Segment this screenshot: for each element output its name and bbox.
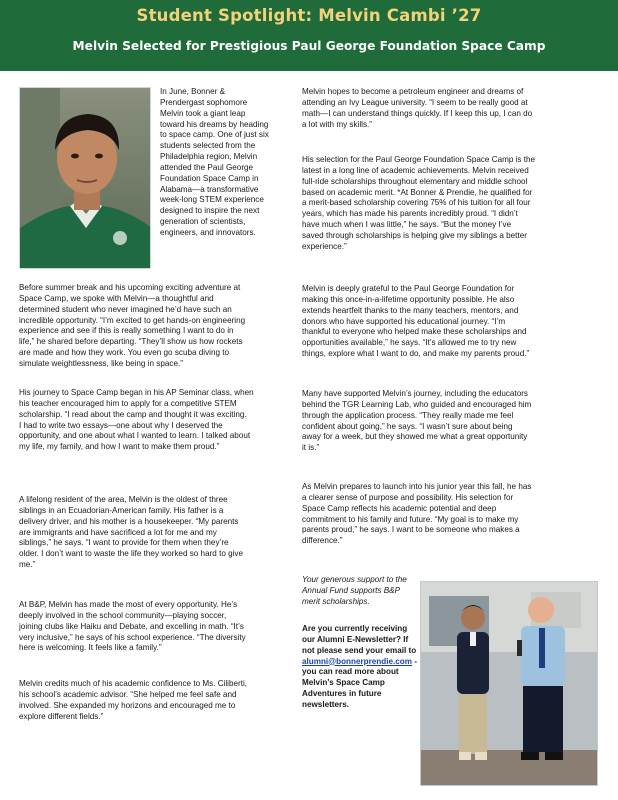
melvin-with-speaker-photo (420, 581, 598, 786)
text-line: you can read more about (302, 667, 399, 677)
header-banner (0, 0, 618, 71)
text-line: are immigrants and have sacrificed a lot for me and my (19, 527, 217, 537)
text-line: merit scholarships. (302, 596, 370, 606)
text-line: thankful to everyone who helped make these scholarships and (302, 327, 527, 337)
text-line: involved. She expanded my horizons and encouraged me to (19, 700, 236, 710)
email-line (302, 657, 420, 668)
text-line: away for a week, but they showed me what a great opportunity (302, 432, 528, 442)
intro-line: week-long STEM experience (160, 195, 264, 205)
text-line: making this once-in-a-lifetime opportunity possible. He also (302, 294, 515, 304)
intro-line: generation of scientists, (160, 217, 246, 227)
intro-line: Melvin took a giant leap (160, 108, 246, 118)
text-line: determined student who never imagined he’d have such an (19, 304, 232, 314)
text-line: behind the TGR Learning Lab, who guided and encouraged him (302, 399, 532, 409)
left-paragraph-5 (19, 679, 294, 722)
text-line: His journey to Space Camp began in his AP Seminar class, when (19, 388, 254, 397)
intro-line: engineers, and innovators. (160, 227, 256, 237)
text-line: here is welcoming. It feels like a family.” (19, 643, 162, 653)
text-line: based on academic merit. *At Bonner & Prendie, he qualified for (302, 187, 533, 197)
alumni-email-link[interactable]: alumni@bonnerprendie.com (302, 656, 412, 666)
support-note (302, 575, 417, 608)
text-line: Adventures in future (302, 689, 382, 699)
text-line: are made and how they work. You even go scuba diving to (19, 348, 230, 358)
text-line: attending an Ivy League university. “I seem to be really good at (302, 97, 528, 107)
text-line: years, which has made his parents incredibly proud. “I didn’t (302, 209, 518, 219)
newsletter-callout (302, 624, 420, 711)
text-line: me.” (19, 560, 36, 570)
text-line: experience.” (302, 241, 347, 251)
intro-line: designed to inspire the next (160, 206, 260, 216)
text-line: scholarship. “I read about the camp and thought it was exciting. (19, 409, 247, 419)
melvin-portrait-photo (19, 87, 151, 269)
left-paragraph-1 (19, 283, 294, 370)
text-line: At B&P, Melvin has made the most of every opportunity. He’s (19, 600, 238, 609)
left-paragraph-4 (19, 600, 294, 654)
text-line: Melvin is deeply grateful to the Paul George Foundation for (302, 284, 515, 293)
text-line: life,” he shared before departing. “They’ll show us how rockets (19, 337, 243, 347)
left-paragraph-3 (19, 495, 294, 571)
text-line: Before summer break and his upcoming exciting adventure at (19, 283, 241, 292)
intro-line: attended the Paul George (160, 162, 254, 172)
text-line: Space Camp, we spoke with Melvin—a thoughtful and (19, 293, 214, 303)
text-line: confident about going,” he says. “I wasn’t sure about being (302, 421, 513, 431)
text-line: donors who have supported his educational journey. “I’m (302, 316, 506, 326)
text-line: full-ride scholarships throughout elementary and middle school (302, 176, 528, 186)
left-paragraph-2 (19, 388, 294, 453)
text-line: a clearer sense of purpose and possibility. His selection for (302, 492, 514, 502)
text-line: saved through scholarships is helping give my siblings a better (302, 230, 527, 240)
text-line: his teacher encouraged him to apply for a competitive STEM (19, 398, 237, 408)
text-line: have much when I was little,” he says. “But the money I’ve (302, 220, 512, 230)
text-line: Many have supported Melvin’s journey, including the educators (302, 389, 528, 398)
text-line: incredible opportunity. “I’m excited to get hands-on engineering (19, 315, 246, 325)
text-line: older. I don’t want to waste the life they worked so hard to give (19, 549, 244, 559)
text-line: Are you currently receiving (302, 624, 408, 633)
text-line: siblings in an Ecuadorian-American family. His father is a (19, 505, 224, 515)
intro-line: Prendergast sophomore (160, 97, 248, 107)
text-line: siblings,” he says. “I want to provide for them when they’re (19, 538, 229, 548)
right-paragraph-4 (302, 389, 598, 454)
text-line: I had to write two essays—one about why I deserved the (19, 420, 223, 430)
text-line: a lot with my skills.” (302, 119, 372, 129)
text-line: very inclusive,” he says of his school experience. “The diversity (19, 632, 246, 642)
text-line: not please send your email to (302, 645, 417, 655)
text-line: As Melvin prepares to launch into his junior year this fall, he has (302, 482, 532, 491)
text-line: Space Camp reflects his academic potential and deep (302, 503, 497, 513)
intro-line: students selected from the (160, 141, 256, 151)
text-line: delivery driver, and his mother is a housekeeper. “My parents (19, 516, 239, 526)
text-line: commitment to his family and future. “My goal is to make my (302, 514, 519, 524)
right-paragraph-2 (302, 155, 598, 253)
text-line: my life, my family, and how I want to make them proud.” (19, 442, 220, 452)
text-line: difference.” (302, 536, 343, 546)
intro-line: to space camp. One of just six (160, 130, 269, 140)
text-line: latest in a long line of academic achievements. Melvin received (302, 165, 529, 175)
text-line: A lifelong resident of the area, Melvin is the oldest of three (19, 495, 228, 504)
text-line: it is.” (302, 443, 320, 453)
intro-line: toward his dreams by heading (160, 119, 269, 129)
text-line: opportunities available,” he says. “It’s allowed me to try new (302, 338, 517, 348)
text-line: Melvin credits much of his academic confidence to Ms. Ciliberti, (19, 679, 248, 688)
intro-line: Alabama—a transformative (160, 184, 259, 194)
text-line: Melvin’s Space Camp (302, 678, 385, 688)
text-line: things, explore what I want to do, and make my parents proud.” (302, 349, 530, 359)
text-line: a merit-based scholarship covering 75% of his tuition for all four (302, 198, 531, 208)
text-line: newsletters. (302, 699, 349, 709)
text-line: his school’s academic advisor. “She helped me feel safe and (19, 689, 237, 699)
text-line: math—I can understand things quickly. If I keep this up, I can do (302, 108, 533, 118)
intro-line: Foundation Space Camp in (160, 173, 259, 183)
text-line: opportunity, and one about what I wanted to learn. I talked about (19, 431, 251, 441)
text-line: deeply involved in the school community—playing soccer, (19, 610, 227, 620)
text-line: through the application process. “They really made me feel (302, 410, 514, 420)
text-line: extends heartfelt thanks to the many teachers, mentors, and (302, 305, 519, 315)
intro-paragraph (160, 87, 294, 239)
text-line: Your generous support to the (302, 575, 407, 584)
right-paragraph-1 (302, 87, 598, 130)
text-line: joining clubs like Haiku and Debate, and excelling in math. “It’s (19, 621, 244, 631)
right-paragraph-5 (302, 482, 598, 547)
text-line: Annual Fund supports B&P (302, 585, 401, 595)
intro-line: Philadelphia region, Melvin (160, 152, 258, 162)
text-line: experience and see if this is really something I want to do in (19, 326, 234, 336)
right-paragraph-3 (302, 284, 598, 360)
text-line: Melvin hopes to become a petroleum engineer and dreams of (302, 87, 524, 96)
page-title: Student Spotlight: Melvin Cambi ’27 (136, 6, 482, 25)
text-fragment: - (411, 656, 417, 666)
text-line: His selection for the Paul George Foundation Space Camp is the (302, 155, 536, 164)
text-line: parents proud,” he says. I want to be someone who makes a (302, 525, 520, 535)
text-line: explore different fields.” (19, 711, 104, 721)
page-subtitle: Melvin Selected for Prestigious Paul George Foundation Space Camp (72, 39, 546, 53)
text-line: our Alumni E-Newsletter? If (302, 634, 409, 644)
intro-line: In June, Bonner & (160, 87, 226, 96)
text-line: simulate weightlessness, like being in space.” (19, 358, 183, 368)
